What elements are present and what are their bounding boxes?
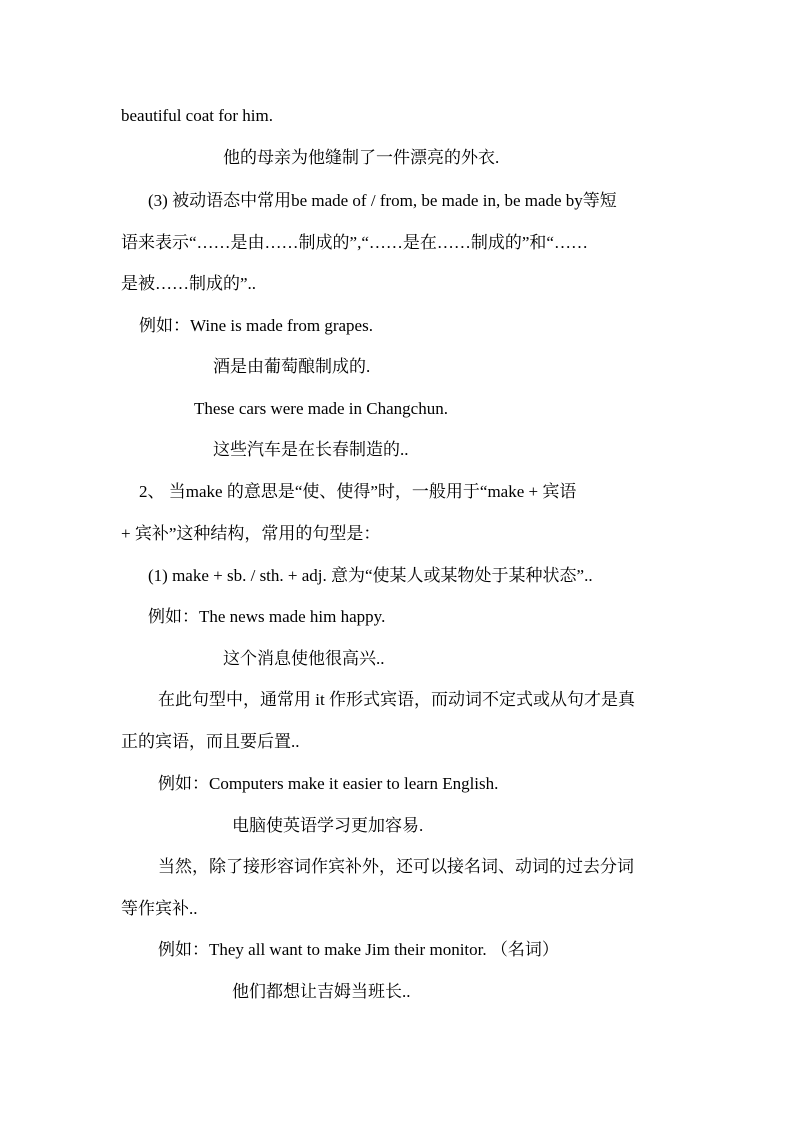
text-line: 他们都想让吉姆当班长.. [232, 982, 411, 1001]
text-line: 酒是由葡萄酿制成的. [213, 357, 371, 376]
text-line: (1) make + sb. / sth. + adj. 意为“使某人或某物处于某种状态”.. [148, 566, 593, 585]
text-line: 这个消息使他很高兴.. [223, 649, 385, 668]
text-line: 例如：Computers make it easier to learn English. [158, 774, 499, 793]
text-line: 正的宾语，而且要后置.. [121, 732, 300, 751]
text-line: 电脑使英语学习更加容易. [232, 816, 424, 835]
text-line: 2、 当make 的意思是“使、使得”时，一般用于“make + 宾语 [139, 482, 577, 501]
text-line: These cars were made in Changchun. [194, 399, 448, 418]
text-line: 例如：The news made him happy. [148, 607, 386, 626]
text-line: 在此句型中，通常用 it 作形式宾语，而动词不定式或从句才是真 [158, 690, 635, 709]
text-line: 是被……制成的”.. [121, 274, 257, 293]
text-line: + 宾补”这种结构，常用的句型是： [121, 524, 381, 543]
text-line: 这些汽车是在长春制造的.. [213, 440, 409, 459]
text-line: 他的母亲为他缝制了一件漂亮的外衣. [223, 148, 500, 167]
text-line: beautiful coat for him. [121, 106, 274, 125]
text-line: 例如：They all want to make Jim their monitor. （名词） [158, 940, 559, 959]
text-line: 例如：Wine is made from grapes. [139, 316, 373, 335]
text-line: 语来表示“……是由……制成的”,“……是在……制成的”和“…… [121, 233, 588, 252]
text-line: 当然，除了接形容词作宾补外，还可以接名词、动词的过去分词 [158, 857, 634, 876]
text-line: 等作宾补.. [121, 899, 198, 918]
text-line: (3) 被动语态中常用be made of / from, be made in, be made by等短 [148, 191, 617, 210]
